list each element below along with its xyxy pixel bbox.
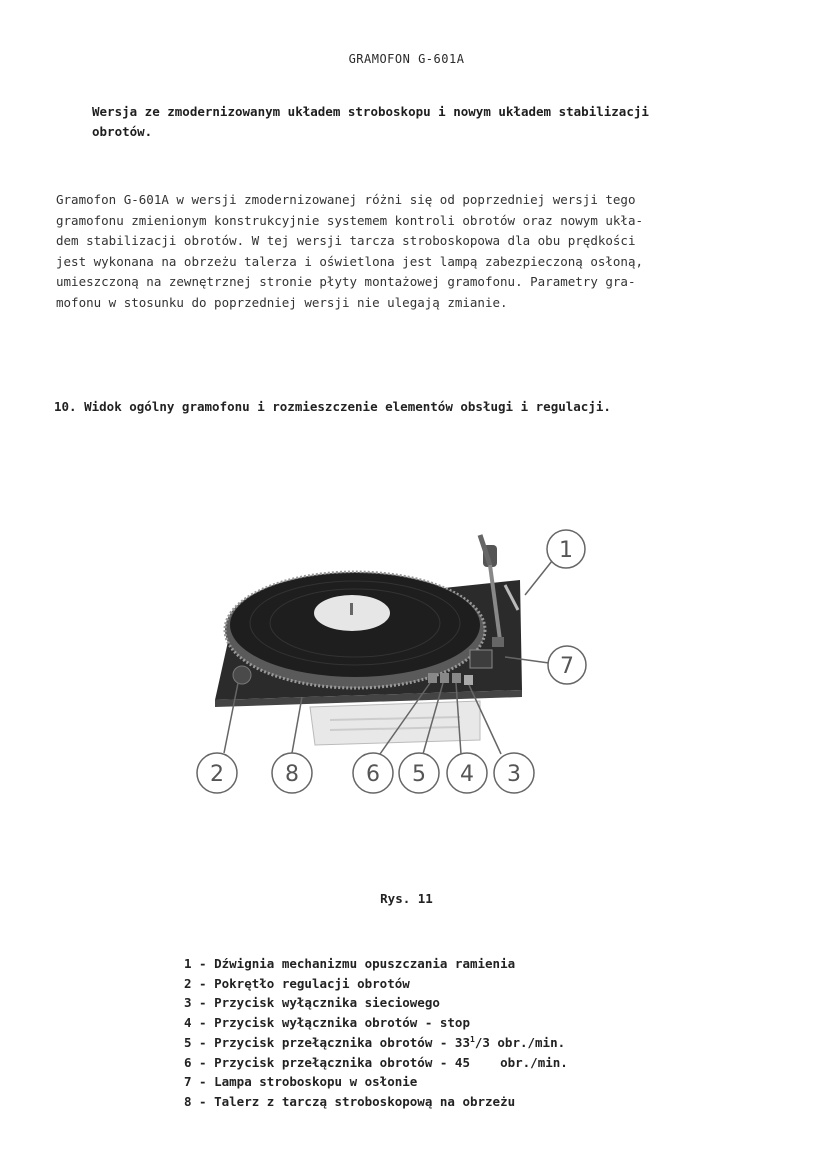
legend-separator: - (191, 1074, 215, 1090)
legend-number: 7 (184, 1074, 192, 1090)
paragraph-line: Gramofon G-601A w wersji zmodernizowanej różni się od poprzedniej wersji tego (56, 192, 636, 207)
callout-label: 2 (210, 762, 224, 787)
subtitle-line: obrotów. (92, 124, 153, 139)
legend-number: 6 (184, 1054, 192, 1070)
legend-item (184, 1013, 704, 1033)
section-heading: 10. Widok ogólny gramofonu i rozmieszczenie elementów obsługi i regulacji. (54, 399, 611, 414)
motor-chassis (310, 701, 480, 745)
document-subtitle (92, 102, 712, 142)
tonearm-headshell (492, 637, 504, 647)
legend-number: 1 (184, 956, 192, 971)
legend-separator: - (191, 1015, 215, 1031)
paragraph-line: umieszczoną na zewnętrznej stronie płyty montażowej gramofonu. Parametry gra- (56, 274, 636, 289)
legend-text: Dźwignia mechanizmu opuszczania ramienia (214, 956, 516, 971)
paragraph-line: jest wykonana na obrzeżu talerza i oświetlona jest lampą zabezpieczoną osłoną, (56, 253, 643, 269)
figure-caption: Rys. 11 (380, 891, 433, 906)
legend-separator: - (191, 995, 215, 1011)
document-title: GRAMOFON G-601A (348, 52, 465, 66)
button-stop (452, 673, 461, 683)
spindle (350, 603, 353, 615)
legend-separator: - (191, 1034, 215, 1050)
strobe-lamp-housing (470, 650, 492, 668)
callout-5 (399, 753, 439, 793)
legend-number: 8 (184, 1093, 192, 1109)
legend-text: Przycisk wyłącznika obrotów - stop (214, 1015, 470, 1031)
callout-label: 4 (460, 762, 474, 787)
callout-7 (548, 646, 586, 684)
legend-item (184, 954, 704, 974)
legend-number: 2 (184, 975, 192, 991)
legend-text: Lampa stroboskopu w osłonie (214, 1074, 418, 1090)
legend-item (184, 974, 704, 994)
callout-label: 7 (560, 654, 574, 679)
leader-line-8 (292, 697, 302, 753)
callout-label: 3 (507, 762, 521, 787)
paragraph-line: dem stabilizacji obrotów. W tej wersji tarcza stroboskopowa dla obu prędkości (56, 233, 636, 248)
legend-number: 5 (184, 1034, 192, 1050)
callout-3 (494, 753, 534, 793)
speed-knob (233, 666, 251, 684)
callout-2 (197, 753, 237, 793)
callout-8 (272, 753, 312, 793)
callout-label: 6 (366, 762, 380, 787)
paragraph-line: mofonu w stosunku do poprzedniej wersji nie ulegają zmianie. (56, 294, 508, 310)
callout-4 (447, 753, 487, 793)
legend-superscript: 1 (469, 1034, 475, 1044)
legend-item (184, 1033, 704, 1053)
legend-separator: - (191, 956, 215, 971)
legend-text: Przycisk wyłącznika sieciowego (214, 995, 440, 1011)
callout-6 (353, 753, 393, 793)
legend-text: /3 obr./min. (474, 1034, 566, 1050)
subtitle-line: Wersja ze zmodernizowanym układem stroboskopu i nowym układem stabilizacji (92, 104, 649, 119)
legend-separator: - (191, 975, 215, 991)
paragraph-line: gramofonu zmienionym konstrukcyjnie systemem kontroli obrotów oraz nowym ukła- (56, 212, 643, 228)
legend-separator: - (191, 1093, 215, 1109)
intro-paragraph (56, 190, 756, 313)
button-45 (428, 673, 437, 683)
legend-text: Talerz z tarczą stroboskopową na obrzeżu (214, 1093, 516, 1109)
legend-separator: - (191, 1054, 215, 1070)
turntable-figure (180, 525, 600, 795)
legend-text: Przycisk przełącznika obrotów - 45 obr./min. (214, 1054, 568, 1070)
callout-label: 1 (559, 538, 573, 563)
legend-number: 3 (184, 995, 192, 1011)
callout-label: 8 (285, 762, 299, 787)
legend-number: 4 (184, 1015, 192, 1031)
legend-item (184, 1092, 704, 1112)
legend-item (184, 1072, 704, 1092)
callout-1 (547, 530, 585, 568)
turntable-illustration (180, 525, 600, 795)
button-33 (440, 673, 449, 683)
parts-legend (184, 954, 704, 1112)
legend-text: Przycisk przełącznika obrotów - 33 (214, 1034, 470, 1050)
legend-item (184, 993, 704, 1013)
legend-text: Pokrętło regulacji obrotów (214, 975, 410, 991)
leader-line-1 (525, 561, 552, 595)
legend-item (184, 1053, 704, 1073)
callout-label: 5 (412, 762, 426, 787)
button-power (464, 675, 473, 685)
